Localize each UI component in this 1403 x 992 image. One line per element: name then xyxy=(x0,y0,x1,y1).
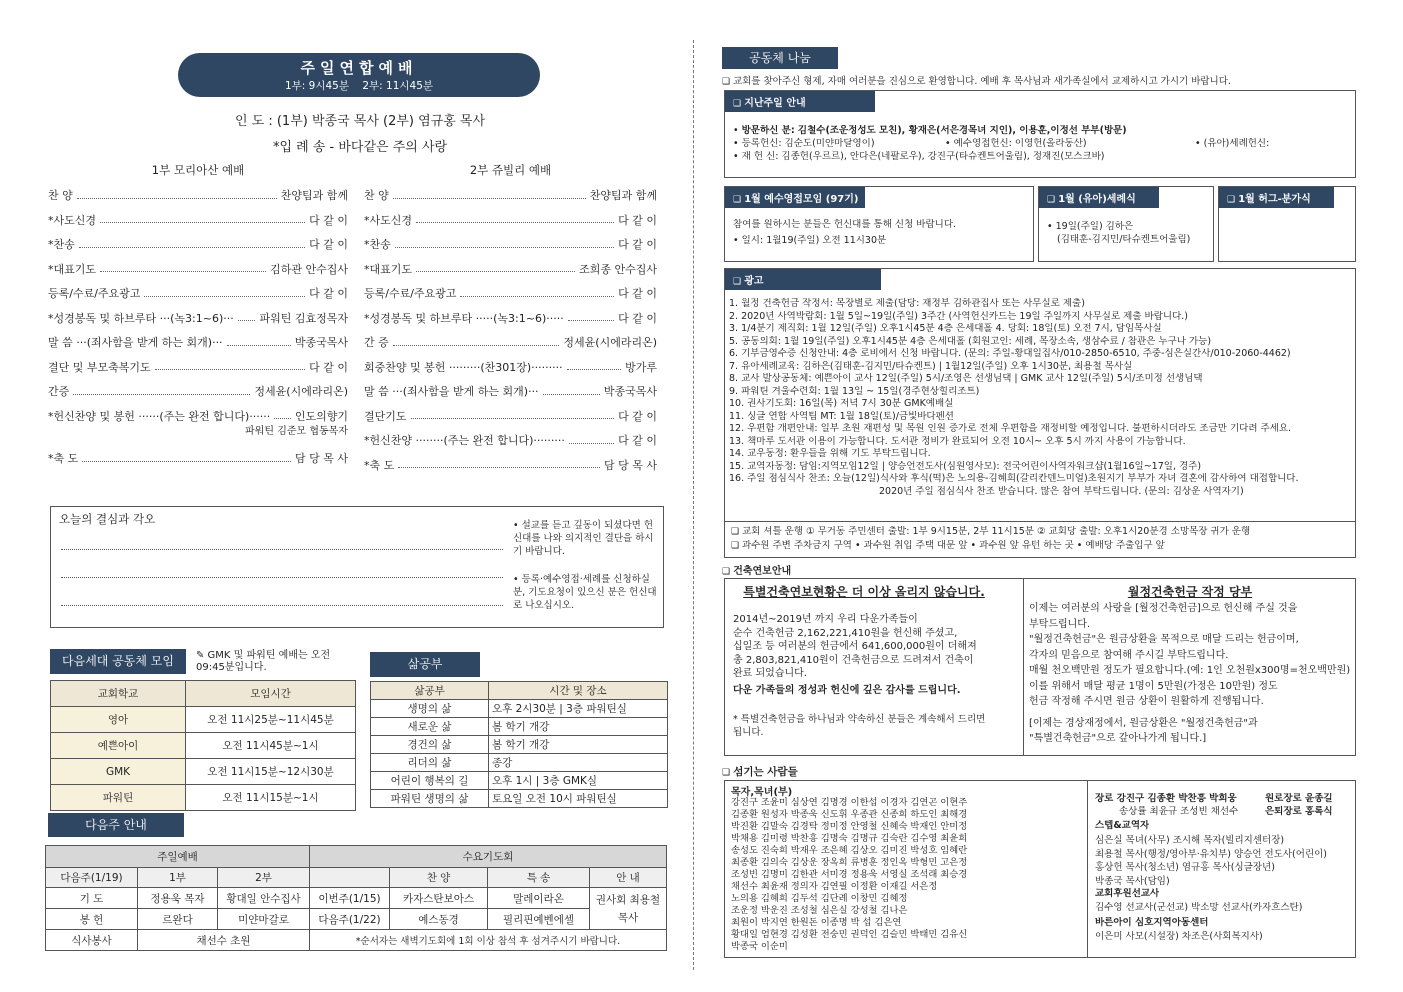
order-item: *찬송 xyxy=(364,238,391,252)
order-row xyxy=(364,330,657,355)
order-item: *대표기도 xyxy=(364,262,413,276)
order-leader-dots xyxy=(82,455,291,462)
accept-text: 참여를 원하시는 분들은 헌신대를 통해 신청 바랍니다. xyxy=(733,219,957,230)
mokja-line: 채선수 최윤재 정의자 김연필 이정환 이재길 서은정 xyxy=(731,881,938,892)
week-sub: 특 송 xyxy=(488,868,590,888)
life-time: 오후 2시30분 | 3층 파워틴실 xyxy=(489,700,668,718)
life-course: 생명의 삶 xyxy=(371,700,489,718)
week-note: *순서자는 새벽기도회에 1회 이상 참석 후 섬겨주시기 바랍니다. xyxy=(310,930,667,951)
build-right-line: 각자의 믿음으로 참여해 주시길 부탁드립니다. xyxy=(1029,649,1229,661)
resolve-note2: • 등록·예수영접·세례를 신청하실 분, 기도요청이 있으신 분은 헌신대로 나오십시오. xyxy=(513,574,657,611)
build-thanks: 다운 가족들의 정성과 헌신에 깊은 감사를 드립니다. xyxy=(733,685,961,696)
service1-order xyxy=(48,162,348,471)
week-table xyxy=(45,845,667,951)
life-row xyxy=(371,718,668,736)
build-box xyxy=(724,578,1356,756)
week-cell: 황대일 안수집사 xyxy=(218,888,310,909)
order-row xyxy=(364,232,657,257)
elder-retired2: 은퇴장로 홍록식 xyxy=(1265,806,1333,817)
order-item: 찬 양 xyxy=(48,189,73,203)
order-item: *헌신찬양 및 봉헌 ······(주는 완전 합니다)······ xyxy=(48,409,271,423)
center-head: 바른아이 심호지역아동센터 xyxy=(1095,917,1209,928)
mokja-line: 박진환 김말숙 김경탁 정미정 안영철 신혜숙 박재인 안미정 xyxy=(731,821,968,832)
hug-box xyxy=(1218,186,1356,262)
life-course: 파워틴 생명의 삶 xyxy=(371,790,489,808)
order-row xyxy=(364,453,657,478)
mokja-line: 조운정 박운진 조성철 심은실 강성철 김나은 xyxy=(731,905,908,916)
staff-line: 홍상헌 목사(청소년) 염규홍 목사(싱글장년) xyxy=(1095,862,1275,873)
week-cell: 채선수 초원 xyxy=(138,930,310,951)
hymn-line: *입 례 송 - 바다같은 주의 사랑 xyxy=(272,140,448,155)
ad-item: 16. 주일 점심식사 찬조: 오늘(12일)식사와 후식(떡)은 노의용-김혜희(갈리칸덴느미얼)초원지기 부부가 자녀 결혼에 감사하여 대접합니다. xyxy=(729,473,1299,484)
order-item: 말 씀 ···(죄사함을 받게 하는 회개)··· xyxy=(364,385,539,399)
resolve-box xyxy=(50,506,664,628)
mokja-line: 조성빈 김명미 김한관 서미경 정용욱 서영실 조석래 최승경 xyxy=(731,869,968,880)
order-person: 다 같 이 xyxy=(618,238,657,252)
ad-item: 6. 기부금영수증 신청안내: 4층 로비에서 신청 바랍니다. (문의: 주일-황대일집사/010-2850-6510, 주중-심은실간사/010-2060-4462) xyxy=(729,348,1291,359)
order-row xyxy=(364,404,657,429)
order-item: *축 도 xyxy=(364,458,395,472)
order-row xyxy=(48,208,348,233)
next-gen-school: 파워틴 xyxy=(51,785,186,811)
order-row xyxy=(48,232,348,257)
mokja-line: 최원이 박지연 한원돈 이종명 박 섭 김은연 xyxy=(731,917,902,928)
week-cell: 르완다 xyxy=(138,909,218,930)
ad-item: 10. 권사기도회: 16일(목) 저녁 7시 30분 GMK예배실 xyxy=(729,398,954,409)
order-person: 다 같 이 xyxy=(309,287,348,301)
week-guide: 권사회 최용철 목사 xyxy=(590,888,667,930)
next-gen-row xyxy=(51,759,356,785)
ad-item: 7. 유아세례교육: 김하은(김태훈-김지민/타슈켄트) | 1월12일(주일) 오후 1시30분, 최용철 목사실 xyxy=(729,360,1133,372)
last-accept: • 예수영접헌신: 이영헌(올라동산) xyxy=(945,138,1087,149)
ad-item: 14. 교우동정: 환우들을 위해 기도 부탁드립니다. xyxy=(729,448,931,459)
week-cell: 예스동경 xyxy=(390,909,488,930)
build-label: ❑ 건축연보안내 xyxy=(722,562,791,577)
week-h1: 주일예배 xyxy=(46,846,310,868)
life-row xyxy=(371,700,668,718)
order-item: *헌신찬양 ········(주는 완전 합니다)········· xyxy=(364,434,565,448)
order-person: 박종국목사 xyxy=(294,336,348,350)
order-row xyxy=(48,355,348,380)
next-gen-row xyxy=(51,707,356,733)
welcome-text: ❑ 교회를 찾아주신 형제, 자매 여러분을 진심으로 환영합니다. 예배 후 목사님과 새가족실에서 교제하시고 가시기 바랍니다. xyxy=(722,73,1231,87)
order-leader-dots xyxy=(274,412,291,419)
ad-item: 12. 우편함 개편안내: 일부 초원 재편성 및 목원 인원 증가로 전체 우편함을 재정비할 예정입니다. 불편하시더라도 조금만 기다려 주세요. xyxy=(729,423,1292,434)
service2-order xyxy=(364,162,657,477)
last-week-label: ❑ 지난주일 안내 xyxy=(725,91,875,112)
build-left-head: 특별건축연보현황은 더 이상 올리지 않습니다. xyxy=(743,585,985,599)
next-gen-table xyxy=(50,680,356,811)
column-divider xyxy=(693,40,694,970)
last-visit: • 방문하신 분: 김철수(조운정성도 모친), 황재은(서은경목녀 지인), 이용훈,이정선 부부(방문) xyxy=(733,125,1127,136)
shuttle-text: ❑ 교회 셔틀 운행 ① 무거동 주민센터 출발: 1부 9시15분, 2부 11시15분 ② 교회당 출발: 오후1시20분경 소망목장 귀가 운행 xyxy=(731,526,1250,539)
order-leader-dots xyxy=(79,241,305,248)
mokja-line: 황대일 엄현경 김성환 전숭민 권덕인 김슬민 박태민 김유신 xyxy=(731,929,968,940)
order-person: 찬양팀과 함께 xyxy=(280,189,348,203)
ad-label: ❑ 광고 xyxy=(725,269,881,290)
last-baptism: • (유아)세례헌신: xyxy=(1195,138,1270,149)
order-person: 다 같 이 xyxy=(309,213,348,227)
order-person: 다 같 이 xyxy=(618,213,657,227)
week-cell: 말레이라온 xyxy=(488,888,590,909)
mokja-line: 박채용 김미령 박찬흥 김명숙 김명규 김숙란 김수영 최윤희 xyxy=(731,833,968,844)
order-row xyxy=(364,428,657,453)
week-cell: 봉 헌 xyxy=(46,909,138,930)
week-cell: 미얀마갈로 xyxy=(218,909,310,930)
ad-item: 11. 싱글 연합 사역팀 MT: 1월 18일(토)/금빛바다펜션 xyxy=(729,410,954,422)
leader-line: 인 도 : (1부) 박종국 목사 (2부) 염규홍 목사 xyxy=(234,114,486,129)
life-row xyxy=(371,736,668,754)
staff-head: 스텝&교역자 xyxy=(1095,820,1150,831)
order-person: 방가루 xyxy=(625,360,657,374)
week-h2: 수요기도회 xyxy=(310,846,667,868)
ad-item: 9. 파워틴 겨울수련회: 1월 13일 ~ 15일(경주현상힐리조트) xyxy=(729,385,980,397)
build-left-line: 총 2,803,821,410원이 건축헌금으로 드려져서 건축이 xyxy=(733,654,974,666)
week-sub: 찬 양 xyxy=(390,868,488,888)
order-leader-dots xyxy=(416,216,614,223)
life-label: 삶공부 xyxy=(370,652,480,677)
order-item: 결단기도 xyxy=(364,409,407,423)
baptism-box xyxy=(1038,186,1214,262)
order-person: 정세윤(시에라리온) xyxy=(563,336,657,350)
build-right-line: 이제는 여러분의 사랑을 [월정건축헌금]으로 헌신해 주실 것을 xyxy=(1029,603,1298,614)
next-gen-row xyxy=(51,785,356,811)
week-sub: 안 내 xyxy=(590,868,667,888)
order-leader-dots xyxy=(393,339,560,346)
order-person: 정세윤(시에라리온) xyxy=(254,385,348,399)
next-h1: 교회학교 xyxy=(51,681,186,707)
next-gen-time: 오전 11시25분~11시45분 xyxy=(186,707,356,733)
order-item: 말 씀 ···(죄사함을 받게 하는 회개)··· xyxy=(48,336,223,350)
order-row xyxy=(48,281,348,306)
order-item: 간 증 xyxy=(364,336,389,350)
order-row xyxy=(364,379,657,404)
resolve-title: 오늘의 결심과 각오 xyxy=(59,512,156,526)
serv-box xyxy=(724,780,1356,958)
mokja-line: 최종환 김의숙 김상운 장옥희 류병훈 정인옥 박형민 고은정 xyxy=(731,857,968,868)
build-right-line: "특별건축헌금"으로 갚아나가게 됩니다.] xyxy=(1029,733,1207,744)
order-person: 김하관 안수집사 xyxy=(270,262,348,276)
week-sub: 다음주(1/19) xyxy=(46,868,138,888)
build-right-line: 매월 천오백만원 정도가 필요합니다.(예: 1인 오천원x300명=천오백만원) xyxy=(1029,665,1351,676)
banner-title: 주일연합예배 xyxy=(300,59,418,77)
order-person: 다 같 이 xyxy=(618,409,657,423)
order-leader-dots xyxy=(569,437,614,444)
week-cell: 다음주(1/22) xyxy=(310,909,390,930)
next-gen-school: 영아 xyxy=(51,707,186,733)
ad-box xyxy=(724,268,1356,558)
order-item: 결단 및 부모축복기도 xyxy=(48,360,151,374)
elder-line2: 송상률 최윤규 조성빈 채선수 xyxy=(1119,806,1239,817)
next-gen-time: 오전 11시45분~1시 xyxy=(186,733,356,759)
order-row xyxy=(48,257,348,282)
order-item: 등록/수료/주요광고 xyxy=(364,287,457,301)
ad-item: 8. 교사 발상공동체: 예쁜아이 교사 12일(주일) 5시/조영은 선생님댁 | GMK 교사 12일(주일) 5시/조미정 선생님댁 xyxy=(729,373,1203,384)
order-leader-dots xyxy=(393,192,586,199)
order-person: 다 같 이 xyxy=(618,311,657,325)
order-leader-dots xyxy=(100,265,266,272)
week-cell: 필리핀예벤에셀 xyxy=(488,909,590,930)
build-left-line: 십일조 등 여러분의 헌금에서 641,600,000원이 더해져 xyxy=(733,641,977,652)
life-time: 토요일 오전 10시 파워틴실 xyxy=(489,790,668,808)
order-leader-dots xyxy=(77,192,277,199)
life-row xyxy=(371,754,668,772)
mission-list: 김수영 선교사(군선교) 박소망 선교사(카자흐스탄) xyxy=(1095,902,1303,913)
order-item: *성경봉독 및 하브루타 ···(녹3:1~6)··· xyxy=(48,311,234,325)
order-person: 다 같 이 xyxy=(618,287,657,301)
next-gen-label: 다음세대 공동체 모임 xyxy=(50,649,186,674)
order-row xyxy=(364,257,657,282)
order-person: 조희종 안수집사 xyxy=(579,262,657,276)
next-gen-school: GMK xyxy=(51,759,186,785)
order-leader-dots xyxy=(73,388,250,395)
staff-line: 최용철 목사(행정/영아부·유치부) 양승언 전도사(어린이) xyxy=(1095,848,1327,860)
mokja-line: 송성도 진숙희 박재우 조은혜 김상오 김미진 박성호 임혜란 xyxy=(731,845,968,856)
build-left-line: 완료 되었습니다. xyxy=(733,668,807,679)
order-leader-dots xyxy=(567,363,621,370)
next-gen-note: ✎ GMK 및 파워틴 예배는 오전 09:45분입니다. xyxy=(196,650,331,673)
build-note: * 특별건축헌금을 하나님과 약속하신 분들은 계속해서 드리면 됩니다. xyxy=(733,714,986,738)
week-cell: 기 도 xyxy=(46,888,138,909)
resolve-note1: • 설교를 듣고 깊동이 되셨다면 헌신대를 나와 의지적인 결단을 하시기 바랍니다. xyxy=(513,520,654,557)
life-h2: 시간 및 장소 xyxy=(489,682,668,700)
life-course: 새로운 삶 xyxy=(371,718,489,736)
week-cell: 정용욱 목자 xyxy=(138,888,218,909)
order-item: *대표기도 xyxy=(48,262,97,276)
staff-line: 심은실 목녀(사무) 조시해 목자(빌리지센터장) xyxy=(1095,835,1285,846)
build-right-line: "월정건축헌금"은 원금상환을 목적으로 매달 드리는 헌금이며, xyxy=(1029,634,1299,645)
order-item: 회중찬양 및 봉헌 ·········(찬301장)········· xyxy=(364,360,563,374)
service-banner xyxy=(178,53,540,97)
next-gen-time: 오전 11시15분~12시30분 xyxy=(186,759,356,785)
order-item: *찬송 xyxy=(48,238,75,252)
order-item: *사도신경 xyxy=(48,213,97,227)
accept-label: ❑ 1월 예수영접모임 (97기) xyxy=(725,187,865,208)
order-row xyxy=(364,355,657,380)
order-item: *사도신경 xyxy=(364,213,413,227)
build-right-line: 부탁드립니다. xyxy=(1029,618,1091,630)
parking-text: ❑ 과수원 주변 주차금지 구역 • 과수원 취입 주택 대문 앞 • 과수원 앞 유턴 하는 곳 • 예배당 주출입구 앞 xyxy=(731,540,1165,553)
baptism-name: • 19일(주일) 김하은 xyxy=(1047,221,1134,232)
order-extra: 파워틴 김준모 협동목자 xyxy=(245,426,348,437)
life-table xyxy=(370,681,668,808)
baptism-label: ❑ 1월 (유아)세례식 xyxy=(1039,187,1159,208)
last-reg: • 등록헌신: 김순도(미얀마달영이) xyxy=(733,138,875,149)
staff-line: 박종국 목사(담임) xyxy=(1095,875,1170,887)
order-leader-dots xyxy=(416,265,575,272)
order-leader-dots xyxy=(568,314,614,321)
build-left-line: 2014년~2019년 까지 우리 다운가족들이 xyxy=(733,614,918,625)
order-person: 다 같 이 xyxy=(309,238,348,252)
mokja-line: 박종국 이순미 xyxy=(731,941,788,952)
service2-title: 2부 쥬빌리 예배 xyxy=(469,163,552,177)
order-row xyxy=(48,183,348,208)
week-cell: 이번주(1/15) xyxy=(310,888,390,909)
order-item: 등록/수료/주요광고 xyxy=(48,287,141,301)
last-rededicate: • 재 헌 신: 김종헌(우르르), 안다은(네팔로우), 강진구(타슈켄트어울림), 정재진(모스크바) xyxy=(733,151,1105,162)
week-label: 다음주 안내 xyxy=(48,813,184,837)
order-row xyxy=(364,208,657,233)
mission-head: 교회후원선교사 xyxy=(1095,888,1160,899)
life-h1: 삶공부 xyxy=(371,682,489,700)
order-row xyxy=(48,330,348,355)
order-leader-dots xyxy=(100,216,305,223)
order-spacer xyxy=(48,436,348,446)
order-row xyxy=(364,183,657,208)
serv-label: ❑ 섬기는 사람들 xyxy=(722,764,798,779)
comm-label: 공동체 나눔 xyxy=(722,47,838,69)
ad-item: 3. 1/4분기 제직회: 1월 12일(주일) 오후1시45분 4층 은세대홀 4. 당회: 18일(토) 오전 7시, 담임목사실 xyxy=(729,323,1162,334)
banner-times: 1부: 9시45분 2부: 11시45분 xyxy=(284,80,434,92)
order-row xyxy=(364,306,657,331)
order-person: 파워틴 김효정목자 xyxy=(259,311,348,325)
hug-label: ❑ 1월 허그-분가식 xyxy=(1219,187,1334,208)
order-leader-dots xyxy=(460,290,614,297)
order-person: 담 당 목 사 xyxy=(295,452,348,466)
mokja-line: 김종환 원성자 박종욱 신도휘 우종관 신종희 하도인 최해경 xyxy=(731,809,968,820)
build-right-line: 이를 위해서 매달 평균 1명이 5만원(가정은 10만원) 정도 xyxy=(1029,680,1278,692)
next-gen-time: 오전 11시15분~1시 xyxy=(186,785,356,811)
order-leader-dots xyxy=(395,241,614,248)
build-right-line: 헌금 작정해 주시면 원금 상환이 원활하게 진행됩니다. xyxy=(1029,696,1264,707)
build-left-line: 순수 건축헌금 2,162,221,410원을 헌신해 주셨고, xyxy=(733,627,958,639)
life-course: 경건의 삶 xyxy=(371,736,489,754)
order-leader-dots xyxy=(238,314,256,321)
ad-item: 13. 책마루 도서관 이용이 가능합니다. 도서관 정비가 완료되어 오전 10시~ 오후 5시 까지 사용이 가능합니다. xyxy=(729,435,1186,447)
order-person: 인도의향기 xyxy=(294,409,348,423)
week-sub: 1부 xyxy=(138,868,218,888)
order-person: 다 같 이 xyxy=(618,434,657,448)
order-row xyxy=(48,379,348,404)
order-item: 찬 양 xyxy=(364,189,389,203)
order-person: 박종국목사 xyxy=(603,385,657,399)
order-leader-dots xyxy=(543,388,600,395)
elder-retired1: 원로장로 윤종길 xyxy=(1265,793,1333,804)
ad-item: 1. 월정 건축헌금 작정서: 목장별로 제출(담당: 재정부 김하관집사 또는 사무실로 제출) xyxy=(729,298,1085,309)
order-person: 다 같 이 xyxy=(309,360,348,374)
order-leader-dots xyxy=(227,339,291,346)
next-gen-row xyxy=(51,733,356,759)
ad-item: 15. 교역자동정: 담임:지역모임12일 | 양승언전도사(심원영사모): 전국어린이사역자워크샵(1월16일~17일, 경주) xyxy=(729,460,1202,472)
baptism-family: (김태훈-김지민/타슈켄트어울림) xyxy=(1057,234,1191,245)
life-course: 리더의 삶 xyxy=(371,754,489,772)
order-item: *성경봉독 및 하브루타 ·····(녹3:1~6)····· xyxy=(364,311,564,325)
life-time: 봄 학기 개강 xyxy=(489,736,668,754)
elder-line1: 장로 강진구 김종환 박찬흥 박희웅 xyxy=(1095,793,1237,804)
ad-item: 2020년 주일 점심식사 찬조 받습니다. 많은 참여 부탁드립니다. (문의: 김상운 사역자기) xyxy=(879,485,1244,497)
mokja-line: 노의용 김혜희 김두석 김단례 이창민 김혜정 xyxy=(731,893,908,904)
week-sub: 2부 xyxy=(218,868,310,888)
order-item: *축 도 xyxy=(48,452,79,466)
order-leader-dots xyxy=(411,412,615,419)
center-list: 이은미 사모(시설장) 차조은(사회복지사) xyxy=(1095,931,1263,942)
week-cell: 식사봉사 xyxy=(46,930,138,951)
last-week-box xyxy=(724,90,1356,178)
life-time: 봄 학기 개강 xyxy=(489,718,668,736)
build-right-head: 월정건축헌금 작정 당부 xyxy=(1127,585,1253,599)
week-cell: 카자스탄보아스 xyxy=(390,888,488,909)
ad-item: 2. 2020년 사역박람회: 1월 5일~19일(주일) 3주간 (사역헌신카드는 19일 주일까지 사무실로 제출 바랍니다.) xyxy=(729,310,1188,322)
mokja-line: 강진구 조윤미 심상연 김명경 이한섭 이경자 김연곤 이현주 xyxy=(731,797,968,808)
build-right-line: [이제는 경상재정에서, 원금상환은 "월정건축헌금"과 xyxy=(1029,717,1258,729)
order-row xyxy=(364,281,657,306)
life-course: 어린이 행복의 길 xyxy=(371,772,489,790)
order-row xyxy=(48,446,348,471)
accept-date: • 일시: 1월19(주일) 오전 11시30분 xyxy=(733,235,887,246)
order-item: 간증 xyxy=(48,385,70,399)
order-row xyxy=(48,306,348,331)
next-gen-school: 예쁜아이 xyxy=(51,733,186,759)
order-leader-dots xyxy=(144,290,305,297)
life-row xyxy=(371,790,668,808)
service1-title: 1부 모리아산 예배 xyxy=(151,163,245,177)
accept-box xyxy=(724,186,1034,262)
serv-mokja-head: 목자,목녀(부) xyxy=(731,787,793,798)
order-leader-dots xyxy=(398,461,600,468)
next-h2: 모임시간 xyxy=(186,681,356,707)
life-time: 종강 xyxy=(489,754,668,772)
ad-item: 5. 공동의회: 1월 19일(주일) 오후1시45분 4층 은세대홀 (회원고인: 세례, 목장소속, 생삼수료 / 참관은 누구나 가능) xyxy=(729,335,1212,347)
life-row xyxy=(371,772,668,790)
order-person: 담 당 목 사 xyxy=(604,458,657,472)
order-leader-dots xyxy=(155,363,305,370)
order-person: 찬양팀과 함께 xyxy=(589,189,657,203)
life-time: 오후 1시 | 3층 GMK실 xyxy=(489,772,668,790)
